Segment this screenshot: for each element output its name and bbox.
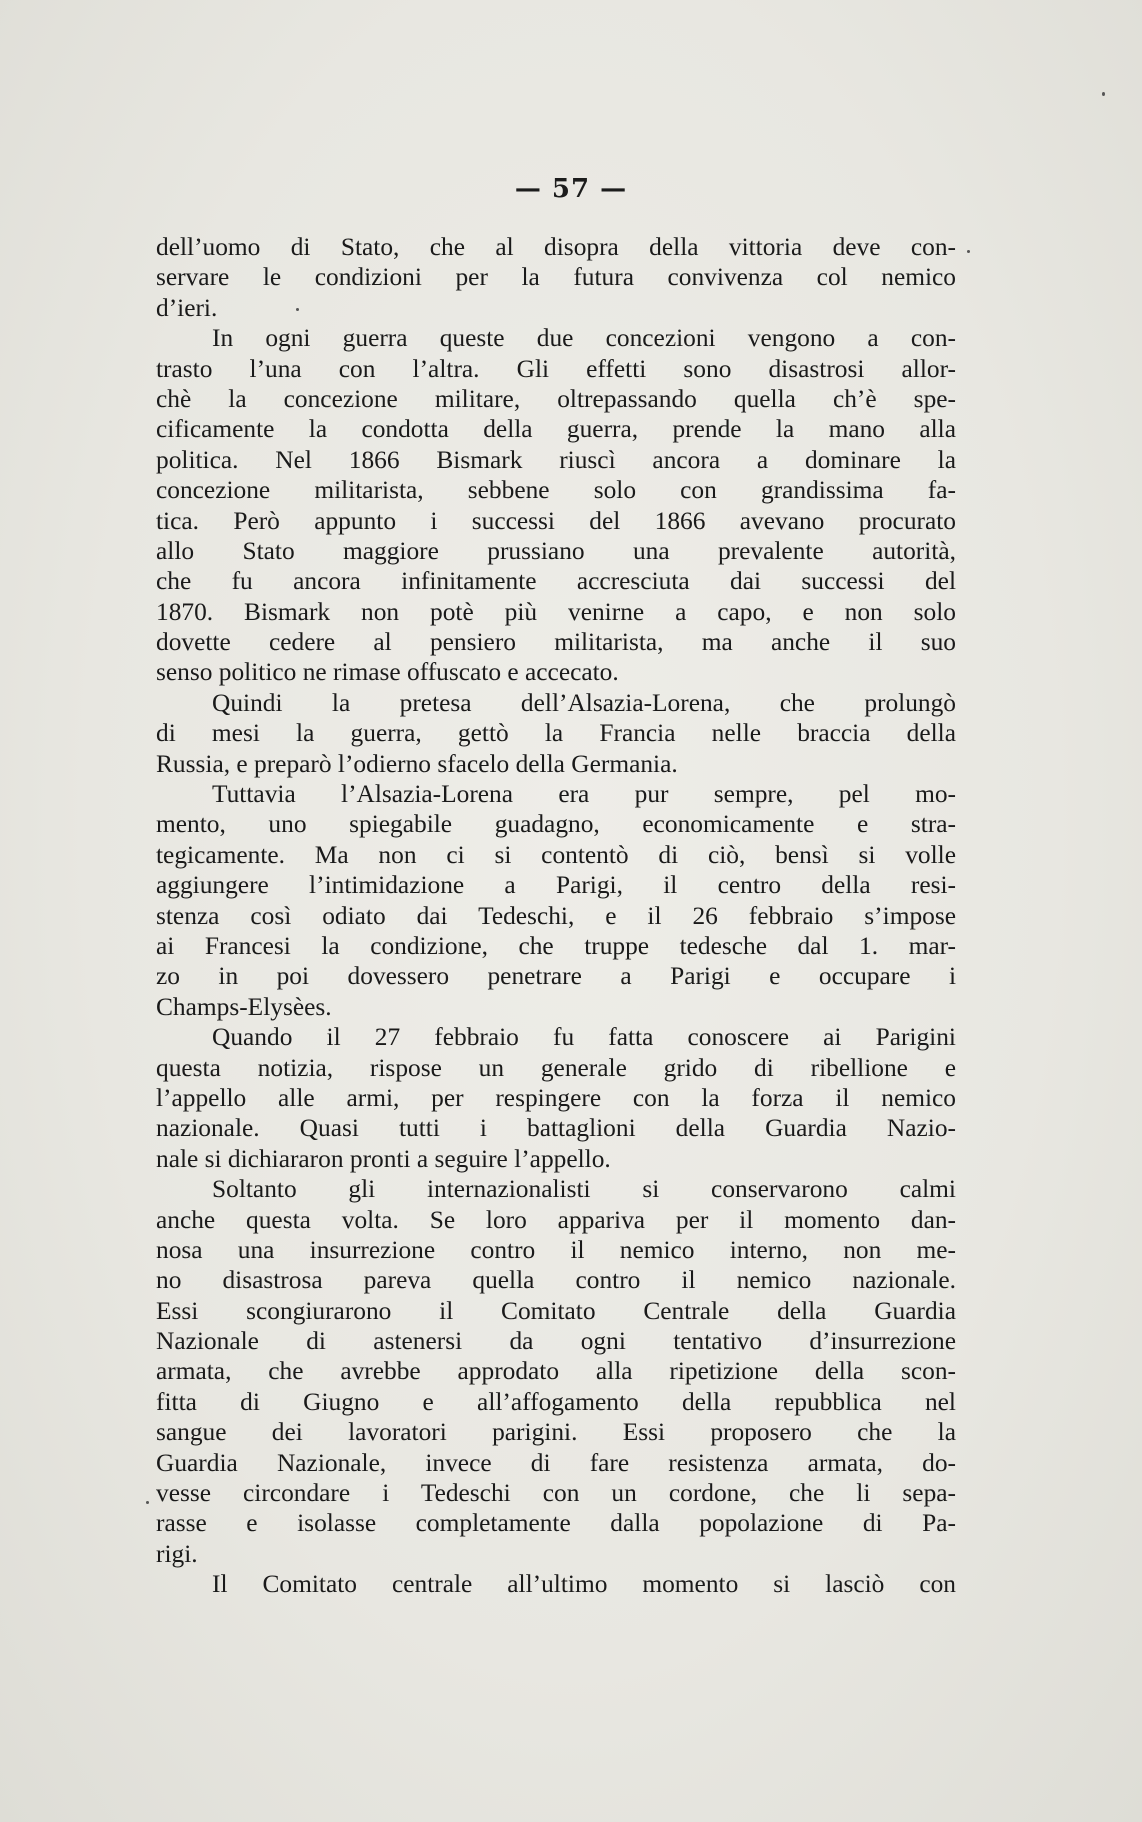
text-line: armata, che avrebbe approdato alla ripetizione della scon- [156,1357,956,1386]
paper-speck [146,1501,149,1504]
text-line: chè la concezione militare, oltrepassando quella ch’è spe- [156,384,956,413]
text-line: rasse e isolasse completamente dalla popolazione di Pa- [156,1509,956,1538]
text-line: senso politico ne rimase offuscato e accecato. [156,658,619,687]
text-line: Essi scongiurarono il Comitato Centrale della Guardia [156,1296,956,1325]
text-line: trasto l’una con l’altra. Gli effetti sono disastrosi allor- [156,354,956,383]
text-line: questa notizia, rispose un generale grido di ribellione e [156,1053,956,1082]
text-line: 1870. Bismark non potè più venirne a capo, e non solo [156,597,956,626]
text-line: nale si dichiararon pronti a seguire l’appello. [156,1144,611,1173]
text-line: di mesi la guerra, gettò la Francia nelle braccia della [156,719,956,748]
text-line: allo Stato maggiore prussiano una prevalente autorità, [156,536,956,565]
text-line: Nazionale di astenersi da ogni tentativo d’insurrezione [156,1327,956,1356]
text-line: vesse circondare i Tedeschi con un cordone, che li sepa- [156,1479,956,1508]
page-number: — 57 — [514,174,628,204]
paper-speck [1102,92,1105,96]
paper-speck [967,250,970,253]
text-line: cificamente la condotta della guerra, prende la mano alla [156,415,956,444]
text-line: ai Francesi la condizione, che truppe tedesche dal 1. mar- [156,931,956,960]
text-line: l’appello alle armi, per respingere con la forza il nemico [156,1083,956,1112]
text-line: tegicamente. Ma non ci si contentò di ciò, bensì si volle [156,840,956,869]
text-line: nazionale. Quasi tutti i battaglioni della Guardia Nazio- [156,1114,956,1143]
text-line: no disastrosa pareva quella contro il nemico nazionale. [156,1266,956,1295]
text-line: Il Comitato centrale all’ultimo momento si lasciò con [212,1570,956,1599]
text-line: mento, uno spiegabile guadagno, economicamente e stra- [156,810,956,839]
text-line: servare le condizioni per la futura convivenza col nemico [156,263,956,292]
text-line: d’ieri. [156,293,218,322]
text-line: Tuttavia l’Alsazia-Lorena era pur sempre, pel mo- [212,780,956,809]
text-line: Soltanto gli internazionalisti si conservarono calmi [212,1175,956,1204]
text-line: In ogni guerra queste due concezioni vengono a con- [212,324,956,353]
text-line: politica. Nel 1866 Bismark riuscì ancora a dominare la [156,445,956,474]
text-line: concezione militarista, sebbene solo con grandissima fa- [156,476,956,505]
text-line: Quindi la pretesa dell’Alsazia-Lorena, che prolungò [212,688,956,717]
text-line: che fu ancora infinitamente accresciuta dai successi del [156,567,956,596]
text-line: anche questa volta. Se loro appariva per il momento dan- [156,1205,956,1234]
text-line: tica. Però appunto i successi del 1866 avevano procurato [156,506,956,535]
text-line: dovette cedere al pensiero militarista, ma anche il suo [156,628,956,657]
text-line: rigi. [156,1539,198,1568]
text-line: zo in poi dovessero penetrare a Parigi e occupare i [156,962,956,991]
text-line: Guardia Nazionale, invece di fare resistenza armata, do- [156,1448,956,1477]
text-line: nosa una insurrezione contro il nemico interno, non me- [156,1235,956,1264]
text-line: fitta di Giugno e all’affogamento della repubblica nel [156,1387,956,1416]
body-text [156,232,956,1600]
paper-speck [296,308,299,311]
text-line: stenza così odiato dai Tedeschi, e il 26 febbraio s’impose [156,901,956,930]
text-line: Russia, e preparò l’odierno sfacelo della Germania. [156,749,678,778]
text-line: aggiungere l’intimidazione a Parigi, il centro della resi- [156,871,956,900]
text-line: sangue dei lavoratori parigini. Essi proposero che la [156,1418,956,1447]
text-line: dell’uomo di Stato, che al disopra della vittoria deve con- [156,233,956,261]
text-line: Quando il 27 febbraio fu fatta conoscere ai Parigini [212,1023,956,1052]
text-line: Champs-Elysèes. [156,992,332,1021]
